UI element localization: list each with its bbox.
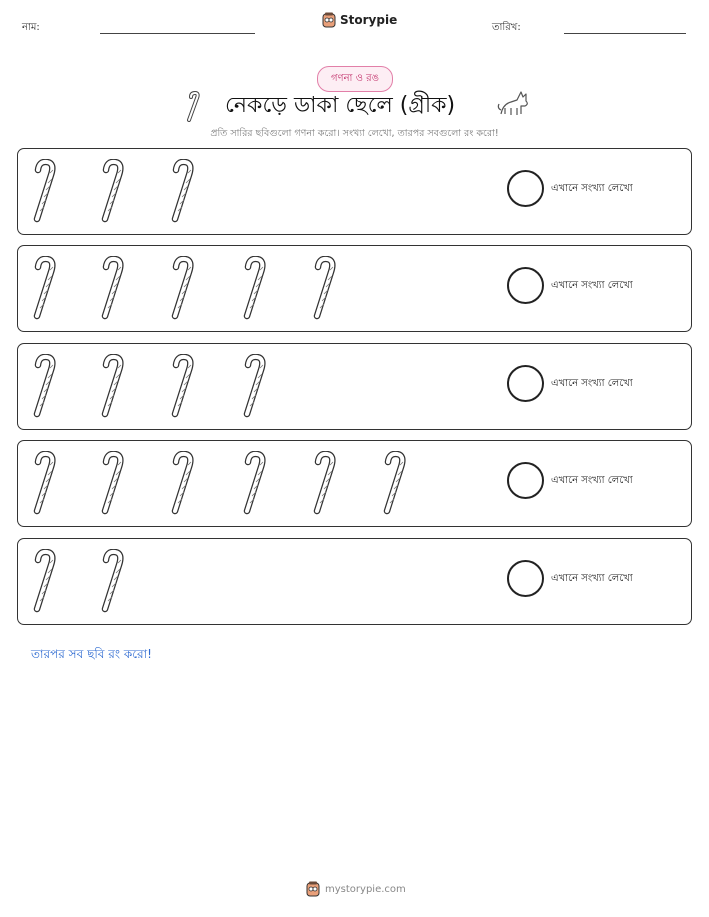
answer-circle[interactable] (507, 365, 544, 402)
answer-label: এখানে সংখ্যা লেখো (551, 280, 633, 291)
candy-cane-icon (168, 159, 198, 227)
name-label: নাম: (22, 22, 40, 33)
candy-cane-icon (98, 354, 128, 422)
candy-cane-icon (185, 90, 205, 122)
candy-cane-icon (310, 256, 340, 324)
date-label: তারিখ: (492, 22, 521, 33)
candy-cane-icon (98, 451, 128, 519)
page-title: নেকড়ে ডাকা ছেলে (গ্রীক) (225, 93, 456, 118)
title-row (0, 90, 709, 124)
candy-cane-icon (30, 159, 60, 227)
date-line[interactable] (564, 33, 686, 34)
answer-label: এখানে সংখ্যা লেখো (551, 475, 633, 486)
brand-name: Storypie (340, 13, 398, 27)
candy-cane-icon (168, 451, 198, 519)
counting-row (17, 245, 692, 332)
counting-row (17, 343, 692, 430)
instructions: প্রতি সারির ছবিগুলো গণনা করো। সংখ্যা লেখো, তারপর সবগুলো রং করো! (210, 128, 499, 139)
candy-cane-icon (240, 354, 270, 422)
answer-circle[interactable] (507, 462, 544, 499)
candy-cane-icon (30, 549, 60, 617)
storypie-logo (322, 12, 397, 28)
answer-label: এখানে সংখ্যা লেখো (551, 378, 633, 389)
wolf-icon (497, 88, 531, 120)
candy-cane-icon (30, 256, 60, 324)
site-footer (306, 881, 406, 897)
name-line[interactable] (100, 33, 255, 34)
answer-label: এখানে সংখ্যা লেখো (551, 573, 633, 584)
storypie-mascot-icon (306, 881, 320, 897)
candy-cane-icon (240, 256, 270, 324)
candy-cane-icon (168, 256, 198, 324)
candy-cane-icon (30, 451, 60, 519)
answer-circle[interactable] (507, 170, 544, 207)
counting-row (17, 440, 692, 527)
candy-cane-icon (310, 451, 340, 519)
candy-cane-icon (98, 159, 128, 227)
counting-row (17, 148, 692, 235)
footer-note: তারপর সব ছবি রং করো! (31, 647, 152, 661)
candy-cane-icon (168, 354, 198, 422)
answer-circle[interactable] (507, 560, 544, 597)
candy-cane-icon (380, 451, 410, 519)
site-url[interactable]: mystorypie.com (325, 883, 406, 895)
answer-label: এখানে সংখ্যা লেখো (551, 183, 633, 194)
category-badge: গণনা ও রঙ (317, 66, 393, 92)
candy-cane-icon (30, 354, 60, 422)
storypie-mascot-icon (322, 12, 336, 28)
candy-cane-icon (240, 451, 270, 519)
answer-circle[interactable] (507, 267, 544, 304)
candy-cane-icon (98, 549, 128, 617)
candy-cane-icon (98, 256, 128, 324)
counting-row (17, 538, 692, 625)
